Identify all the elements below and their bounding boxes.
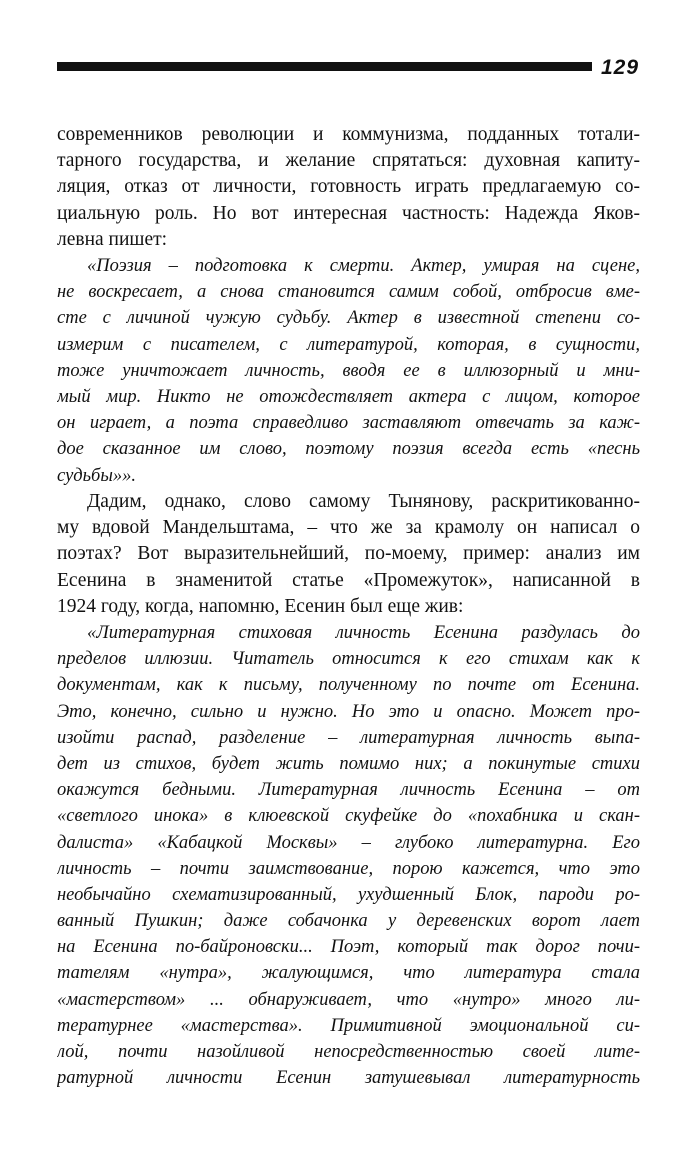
quote-line: документам, как к письму, полученному по почте от Есенина. bbox=[57, 675, 640, 696]
quote-line: ратурной личности Есенин затушевывал литературность bbox=[57, 1068, 640, 1089]
text-line: Есенина в знаменитой статье «Промежуток», написанной в bbox=[57, 569, 640, 591]
quote-line: личность – почти заимствование, порою кажется, что это bbox=[57, 858, 640, 879]
quote-line: мый мир. Никто не отождествляет актера с лицом, которое bbox=[57, 386, 640, 407]
quote-line: измерим с писателем, с литературой, которая, в сущности, bbox=[57, 334, 640, 355]
quote-line: «Поэзия – подготовка к смерти. Актер, умирая на сцене, bbox=[87, 256, 640, 276]
quote-line: судьбы»». bbox=[57, 465, 136, 486]
quote-line: ванный Пушкин; даже собачонка у деревенских ворот лает bbox=[57, 911, 640, 932]
quote-line: «мастерством» ... обнаруживает, что «нутро» много ли- bbox=[57, 989, 640, 1010]
quote-line: на Есенина по-байроновски... Поэт, который так дорог почи- bbox=[57, 937, 640, 958]
quote-line: лой, почти назойливой непосредственностью своей лите- bbox=[57, 1042, 640, 1062]
quote-line: «светлого инока» в клюевской скуфейке до «похабника и скан- bbox=[57, 806, 640, 827]
quote-line: пределов иллюзии. Читатель относится к его стихам как к bbox=[57, 649, 640, 670]
quote-line: не воскресает, а снова становится самим собой, отбросив вме- bbox=[57, 282, 640, 303]
quote-line: дое сказанное им слово, поэтому поэзия всегда есть «песнь bbox=[57, 439, 640, 460]
text-line: циальную роль. Но вот интересная частность: Надежда Яков- bbox=[57, 202, 640, 224]
quote-line: сте с личиной чужую судьбу. Актер в известной степени со- bbox=[57, 308, 640, 329]
text-line: поэтах? Вот выразительнейший, по-моему, пример: анализ им bbox=[57, 543, 640, 565]
quote-line: далиста» «Кабацкой Москвы» – глубоко литературна. Его bbox=[57, 832, 640, 853]
text-line: тарного государства, и желание спрятаться: духовная капиту- bbox=[57, 150, 640, 172]
quote-1 bbox=[57, 253, 640, 489]
text-line: 1924 году, когда, напомню, Есенин был еще жив: bbox=[57, 595, 464, 617]
quote-line: тоже уничтожает личность, вводя ее в иллюзорный и мни- bbox=[57, 360, 640, 381]
quote-line: Это, конечно, сильно и нужно. Но это и опасно. Может про- bbox=[57, 701, 640, 722]
quote-line: тателям «нутра», жалующимся, что литература стала bbox=[57, 963, 640, 984]
text-line: левна пишет: bbox=[57, 228, 168, 250]
quote-2 bbox=[57, 620, 640, 1091]
quote-line: необычайно схематизированный, ухудшенный Блок, пароди ро- bbox=[57, 884, 640, 905]
text-line: Дадим, однако, слово самому Тынянову, раскритикованно- bbox=[87, 491, 640, 512]
quote-line: он играет, а поэта справедливо заставляют отвечать за каж- bbox=[57, 413, 640, 434]
text-line: му вдовой Мандельштама, – что же за крамолу он написал о bbox=[57, 517, 640, 539]
header-rule bbox=[57, 62, 592, 71]
text-line: ляция, отказ от личности, готовность играть предлагаемую со- bbox=[57, 176, 640, 198]
quote-line: окажутся бедными. Литературная личность Есенина – от bbox=[57, 780, 640, 801]
quote-line: «Литературная стиховая личность Есенина раздулась до bbox=[87, 623, 640, 643]
quote-line: изойти распад, разделение – литературная личность выпа- bbox=[57, 727, 640, 748]
quote-line: дет из стихов, будет жить помимо них; а покинутые стихи bbox=[57, 753, 640, 774]
page-number: 129 bbox=[601, 56, 640, 79]
paragraph-2 bbox=[57, 489, 640, 620]
quote-line: тературнее «мастерства». Примитивной эмоциональной си- bbox=[57, 1015, 640, 1036]
paragraph-1 bbox=[57, 122, 640, 253]
text-line: современников революции и коммунизма, подданных тотали- bbox=[57, 124, 640, 145]
